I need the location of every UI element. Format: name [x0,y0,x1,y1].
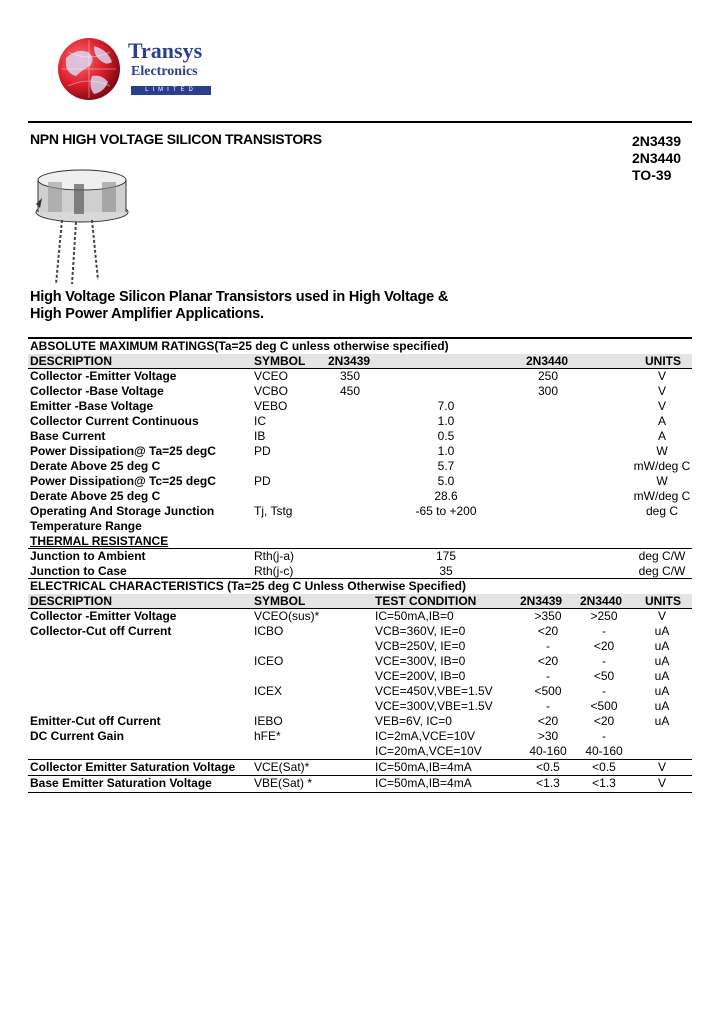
thermal-unit: deg C/W [638,564,686,578]
ec-desc: DC Current Gain [30,729,125,743]
amr-desc: Power Dissipation@ Tc=25 degC [30,474,216,488]
part-number-2: 2N3440 [632,150,682,166]
ec-condition: IC=50mA,IB=0 [375,609,454,623]
amr-header-part2: 2N3440 [526,354,569,368]
amr-title: ABSOLUTE MAXIMUM RATINGS(Ta=25 deg C unless otherwise specified) [30,339,449,353]
amr-value-part1: 350 [339,369,361,383]
ec-value-part1: 40-160 [529,744,567,758]
amr-header-part1: 2N3439 [328,354,371,368]
ec-condition: VCE=450V,VBE=1.5V [375,684,493,698]
company-name: Transys [128,38,203,63]
ec-value-part1: <500 [534,684,562,698]
ec-value-part1: <20 [537,714,559,728]
ec-table-bottom [28,792,692,793]
amr-desc: Collector -Base Voltage [30,384,164,398]
ec-value-part1: >30 [537,729,559,743]
thermal-title: THERMAL RESISTANCE [30,534,169,548]
amr-unit: W [656,474,668,488]
ec-condition: VEB=6V, IC=0 [375,714,452,728]
amr-value-part2: 250 [537,369,559,383]
amr-symbol: PD [254,474,271,488]
amr-unit: W [656,444,668,458]
ec-value-part1: <0.5 [536,760,560,774]
ec-title: ELECTRICAL CHARACTERISTICS (Ta=25 deg C Unless Otherwise Specified) [30,579,466,593]
amr-symbol: IB [254,429,266,443]
amr-symbol: IC [254,414,266,428]
amr-unit: mW/deg C [633,489,691,503]
amr-symbol: PD [254,444,271,458]
thermal-value: 175 [435,549,457,563]
amr-symbol: VEBO [254,399,288,413]
ec-desc: Collector-Cut off Current [30,624,172,638]
ec-value-part1: <20 [537,624,559,638]
ec-value-part1: <1.3 [536,776,560,790]
company-logo-globe-icon [56,36,122,102]
ec-condition: VCE=300V, IB=0 [375,654,466,668]
company-subtitle: Electronics [131,64,198,79]
ec-header-condition: TEST CONDITION [375,594,477,608]
thermal-value: 35 [439,564,453,578]
ec-unit: uA [654,654,670,668]
ec-unit: V [657,760,666,774]
ec-desc: Collector Emitter Saturation Voltage [30,760,236,774]
amr-value-common: -65 to +200 [415,504,477,518]
ec-symbol: VBE(Sat) * [254,776,313,790]
ec-condition: IC=2mA,VCE=10V [375,729,476,743]
ec-value-part2: <50 [593,669,615,683]
thermal-symbol: Rth(j-c) [254,564,294,578]
amr-value-common: 1.0 [437,444,455,458]
ec-desc: Base Emitter Saturation Voltage [30,776,212,790]
ec-value-part2: - [602,654,606,668]
intro-line-1: High Voltage Silicon Planar Transistors used in High Voltage & [30,289,449,305]
ec-value-part1: >350 [534,609,562,623]
ec-desc: Emitter-Cut off Current [30,714,161,728]
ec-value-part2: <1.3 [592,776,616,790]
amr-value-common: 0.5 [437,429,455,443]
part-number-1: 2N3439 [632,133,682,149]
amr-value-common: 7.0 [437,399,455,413]
ec-condition: VCE=200V, IB=0 [375,669,466,683]
ec-header-symbol: SYMBOL [254,594,306,608]
page-title: NPN HIGH VOLTAGE SILICON TRANSISTORS [30,131,322,147]
amr-desc: Temperature Range [30,519,142,533]
amr-unit: A [657,429,666,443]
amr-header-symbol: SYMBOL [254,354,306,368]
ec-symbol: ICEX [254,684,283,698]
ec-value-part2: - [602,684,606,698]
amr-desc: Power Dissipation@ Ta=25 degC [30,444,216,458]
ec-unit: uA [654,624,670,638]
thermal-desc: Junction to Ambient [30,549,146,563]
ec-value-part2: - [602,624,606,638]
amr-desc: Collector Current Continuous [30,414,199,428]
ec-value-part2: >250 [590,609,618,623]
amr-unit: mW/deg C [633,459,691,473]
ec-value-part2: <20 [593,714,615,728]
ec-value-part2: <500 [590,699,618,713]
ec-value-part1: - [546,699,550,713]
ec-symbol: VCE(Sat)* [254,760,310,774]
ec-unit: uA [654,669,670,683]
ec-symbol: IEBO [254,714,283,728]
intro-line-2: High Power Amplifier Applications. [30,306,264,322]
ec-value-part2: 40-160 [585,744,623,758]
amr-unit: deg C [645,504,679,518]
ec-value-part1: - [546,669,550,683]
ec-symbol: ICBO [254,624,284,638]
amr-value-common: 1.0 [437,414,455,428]
ec-unit: V [657,609,666,623]
amr-desc: Derate Above 25 deg C [30,489,161,503]
ec-value-part2: <20 [593,639,615,653]
amr-symbol: VCBO [254,384,289,398]
amr-unit: V [657,399,666,413]
amr-header-units: UNITS [645,354,681,368]
ec-header-part1: 2N3439 [520,594,563,608]
company-limited-badge: LIMITED [131,86,211,95]
amr-unit: A [657,414,666,428]
ec-condition: VCB=250V, IE=0 [375,639,466,653]
amr-header-description: DESCRIPTION [30,354,113,368]
amr-value-common: 28.6 [434,489,458,503]
ec-symbol: ICEO [254,654,284,668]
ec-condition: VCE=300V,VBE=1.5V [375,699,493,713]
ec-value-part1: - [546,639,550,653]
ec-condition: IC=20mA,VCE=10V [375,744,482,758]
amr-desc: Emitter -Base Voltage [30,399,154,413]
ec-unit: uA [654,639,670,653]
amr-desc: Derate Above 25 deg C [30,459,161,473]
ec-value-part2: - [602,729,606,743]
thermal-unit: deg C/W [638,549,686,563]
ec-condition: IC=50mA,IB=4mA [375,760,472,774]
ec-header-units: UNITS [645,594,681,608]
ec-unit: uA [654,684,670,698]
ec-header-part2: 2N3440 [580,594,623,608]
ec-condition: VCB=360V, IE=0 [375,624,466,638]
ec-value-part2: <0.5 [592,760,616,774]
amr-value-common: 5.7 [437,459,455,473]
amr-value-common: 5.0 [437,474,455,488]
amr-symbol: VCEO [254,369,289,383]
thermal-symbol: Rth(j-a) [254,549,295,563]
ec-header-description: DESCRIPTION [30,594,113,608]
to39-transistor-image [26,160,136,285]
amr-desc: Base Current [30,429,106,443]
ec-unit: uA [654,699,670,713]
amr-value-part1: 450 [339,384,361,398]
amr-desc: Collector -Emitter Voltage [30,369,177,383]
thermal-desc: Junction to Case [30,564,127,578]
amr-desc: Operating And Storage Junction [30,504,215,518]
header-divider [28,121,692,123]
ec-symbol: hFE* [254,729,281,743]
ec-desc: Collector -Emitter Voltage [30,609,177,623]
amr-symbol: Tj, Tstg [254,504,293,518]
ec-symbol: VCEO(sus)* [254,609,320,623]
ec-unit: V [657,776,666,790]
package-type: TO-39 [632,167,672,183]
amr-value-part2: 300 [537,384,559,398]
amr-unit: V [657,369,666,383]
amr-unit: V [657,384,666,398]
ec-value-part1: <20 [537,654,559,668]
ec-unit: uA [654,714,670,728]
ec-condition: IC=50mA,IB=4mA [375,776,472,790]
